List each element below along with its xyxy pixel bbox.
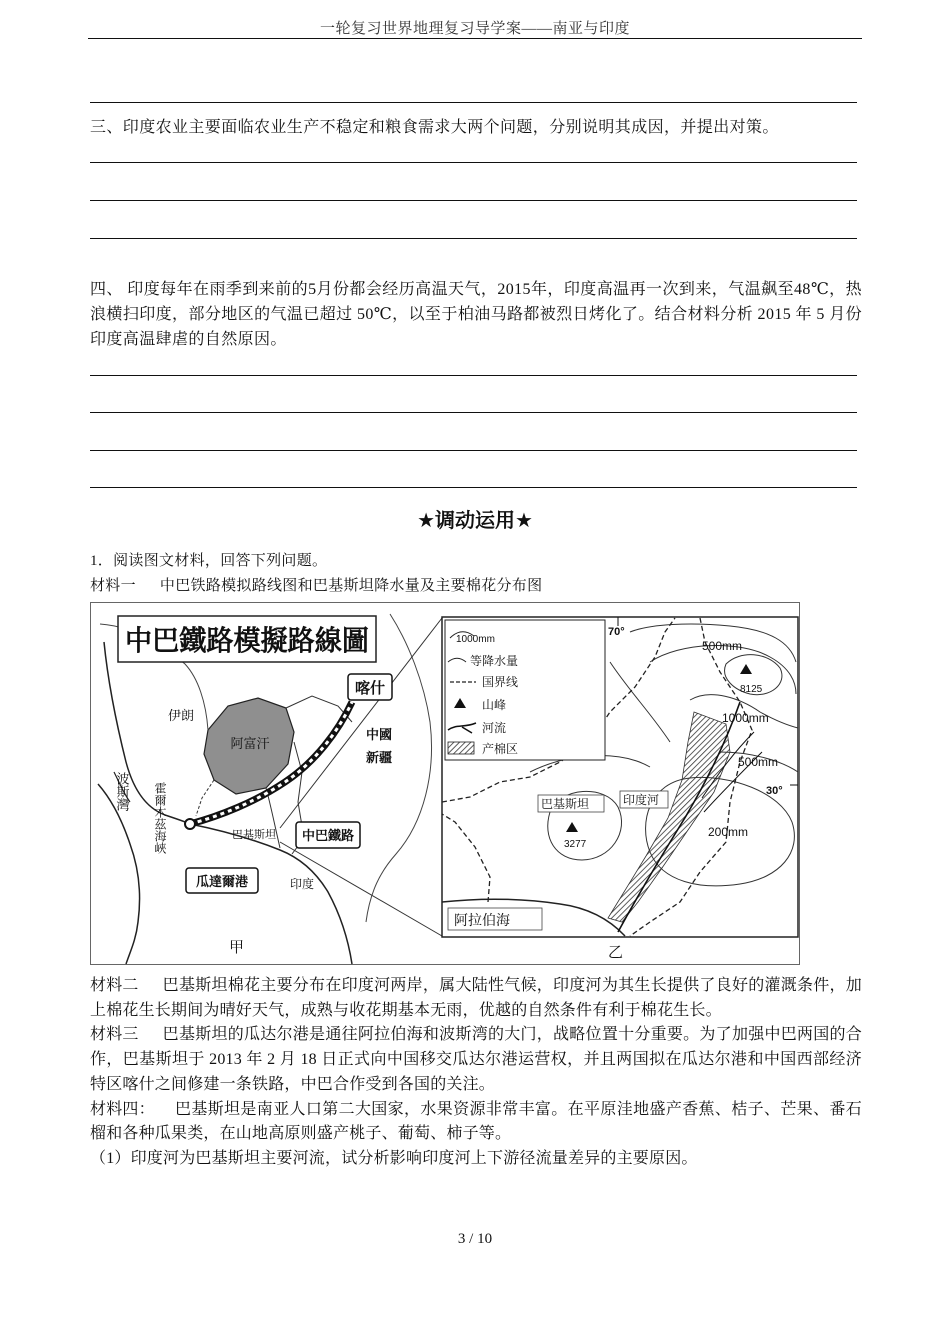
isohyet-500-north-label: 500mm [702,639,743,653]
page-number: 3 / 10 [457,1231,493,1247]
materials-block [90,974,862,1172]
material-label: 材料四： [90,1100,155,1118]
indus-label: 印度河 [623,793,660,807]
material-3 [90,1023,862,1097]
material-1 [90,574,862,598]
header-rule [88,38,862,39]
material-label: 材料二 [90,977,139,994]
material-4 [90,1098,862,1147]
persian-gulf-label: 波斯灣 [114,772,130,811]
question-4: 四、 印度每年在雨季到来前的5月份都会经历高温天气，2015年，印度高温再一次到来，气温飙至48℃，热浪横扫印度，部分地区的气温已超过 50℃，以至于柏油马路都被烈日烤化了。结合材料分析 2015 年 5 月份印度高温肆虐的自然原因。 [90,281,862,348]
page-header-title: 一轮复习世界地理复习导学案——南亚与印度 [319,21,630,37]
xinjiang-label: 新疆 [366,750,393,765]
question-1-1: （1）印度河为巴基斯坦主要河流，试分析影响印度河上下游径流量差异的主要原因。 [90,1149,698,1167]
legend-river-label: 河流 [482,721,507,735]
isohyet-500-east-label: 500mm [738,755,779,769]
isohyet-1000-label: 1000mm [722,711,769,725]
material-2 [90,974,862,1023]
material-text: 中巴铁路模拟路线图和巴基斯坦降水量及主要棉花分布图 [159,578,543,594]
legend-peak-label: 山峰 [482,698,507,712]
answer-line [90,162,857,163]
exercise-intro: 1．阅读图文材料，回答下列问题。 [90,553,328,569]
material-text: 巴基斯坦棉花主要分布在印度河两岸，属大陆性气候，印度河为其生长提供了良好的灌溉条件，加上棉花生长期间为晴好天气，成熟与收花期基本无雨，优越的自然条件有利于棉花生长。 [90,977,862,1019]
material-text: 巴基斯坦是南亚人口第二大国家，水果资源非常丰富。在平原洼地盛产香蕉、桔子、芒果、番石榴和各种瓜果类，在山地高原则盛产桃子、葡萄、柿子等。 [90,1100,862,1143]
answer-line [90,200,857,201]
material-label: 材料三 [90,1026,139,1044]
answer-line [90,238,857,239]
answer-line [90,487,857,488]
answer-line [90,450,857,451]
material-text: 巴基斯坦的瓜达尔港是通往阿拉伯海和波斯湾的大门，战略位置十分重要。为了加强中巴两国的合作，巴基斯坦于 2013 年 2 月 18 日正式向中国移交瓜达尔港运营权，并且两国拟在瓜达尔港和中国西部经济特区喀什之间修建一条铁路，中巴合作受到各国的关注。 [90,1026,862,1093]
map-figure [90,602,800,965]
kashgar-label: 喀什 [354,680,386,697]
latitude-label: 30° [766,785,783,797]
pakistan-inset-label: 巴基斯坦 [541,797,590,811]
answer-line [90,375,857,376]
panel-label-yi: 乙 [608,944,624,961]
answer-line [90,102,857,103]
afghanistan-label: 阿富汗 [230,736,270,751]
isohyet-200-label: 200mm [708,825,749,839]
legend-isohyet-label: 等降水量 [470,654,519,668]
peak-west-label: 3277 [564,839,587,850]
material-label: 材料一 [90,578,136,594]
longitude-label: 70° [608,626,625,638]
arabian-sea-label: 阿拉伯海 [454,912,510,928]
gwadar-point-icon [185,819,195,829]
peak-north-label: 8125 [740,684,763,695]
railway-label: 中巴鐵路 [301,828,355,843]
question-3: 三、印度农业主要面临农业生产不稳定和粮食需求大两个问题，分别说明其成因，并提出对策。 [90,119,779,136]
hormuz-strait-label: 霍爾木茲海峽 [153,782,167,854]
legend-isohyet-value: 1000mm [456,634,495,645]
pakistan-label: 巴基斯坦 [232,829,276,841]
india-label: 印度 [290,877,315,891]
section-title: ★调动运用★ [417,508,533,532]
map-title: 中巴鐵路模擬路線圖 [125,625,378,656]
panel-label-jia: 甲 [229,939,245,956]
gwadar-label: 瓜達爾港 [195,874,249,889]
iran-label: 伊朗 [168,708,195,723]
legend-cotton-label: 产棉区 [482,742,519,756]
answer-line [90,412,857,413]
legend-cotton-symbol [448,742,474,754]
china-label: 中國 [366,727,393,742]
legend-border-label: 国界线 [482,675,519,689]
right-map [442,617,798,937]
